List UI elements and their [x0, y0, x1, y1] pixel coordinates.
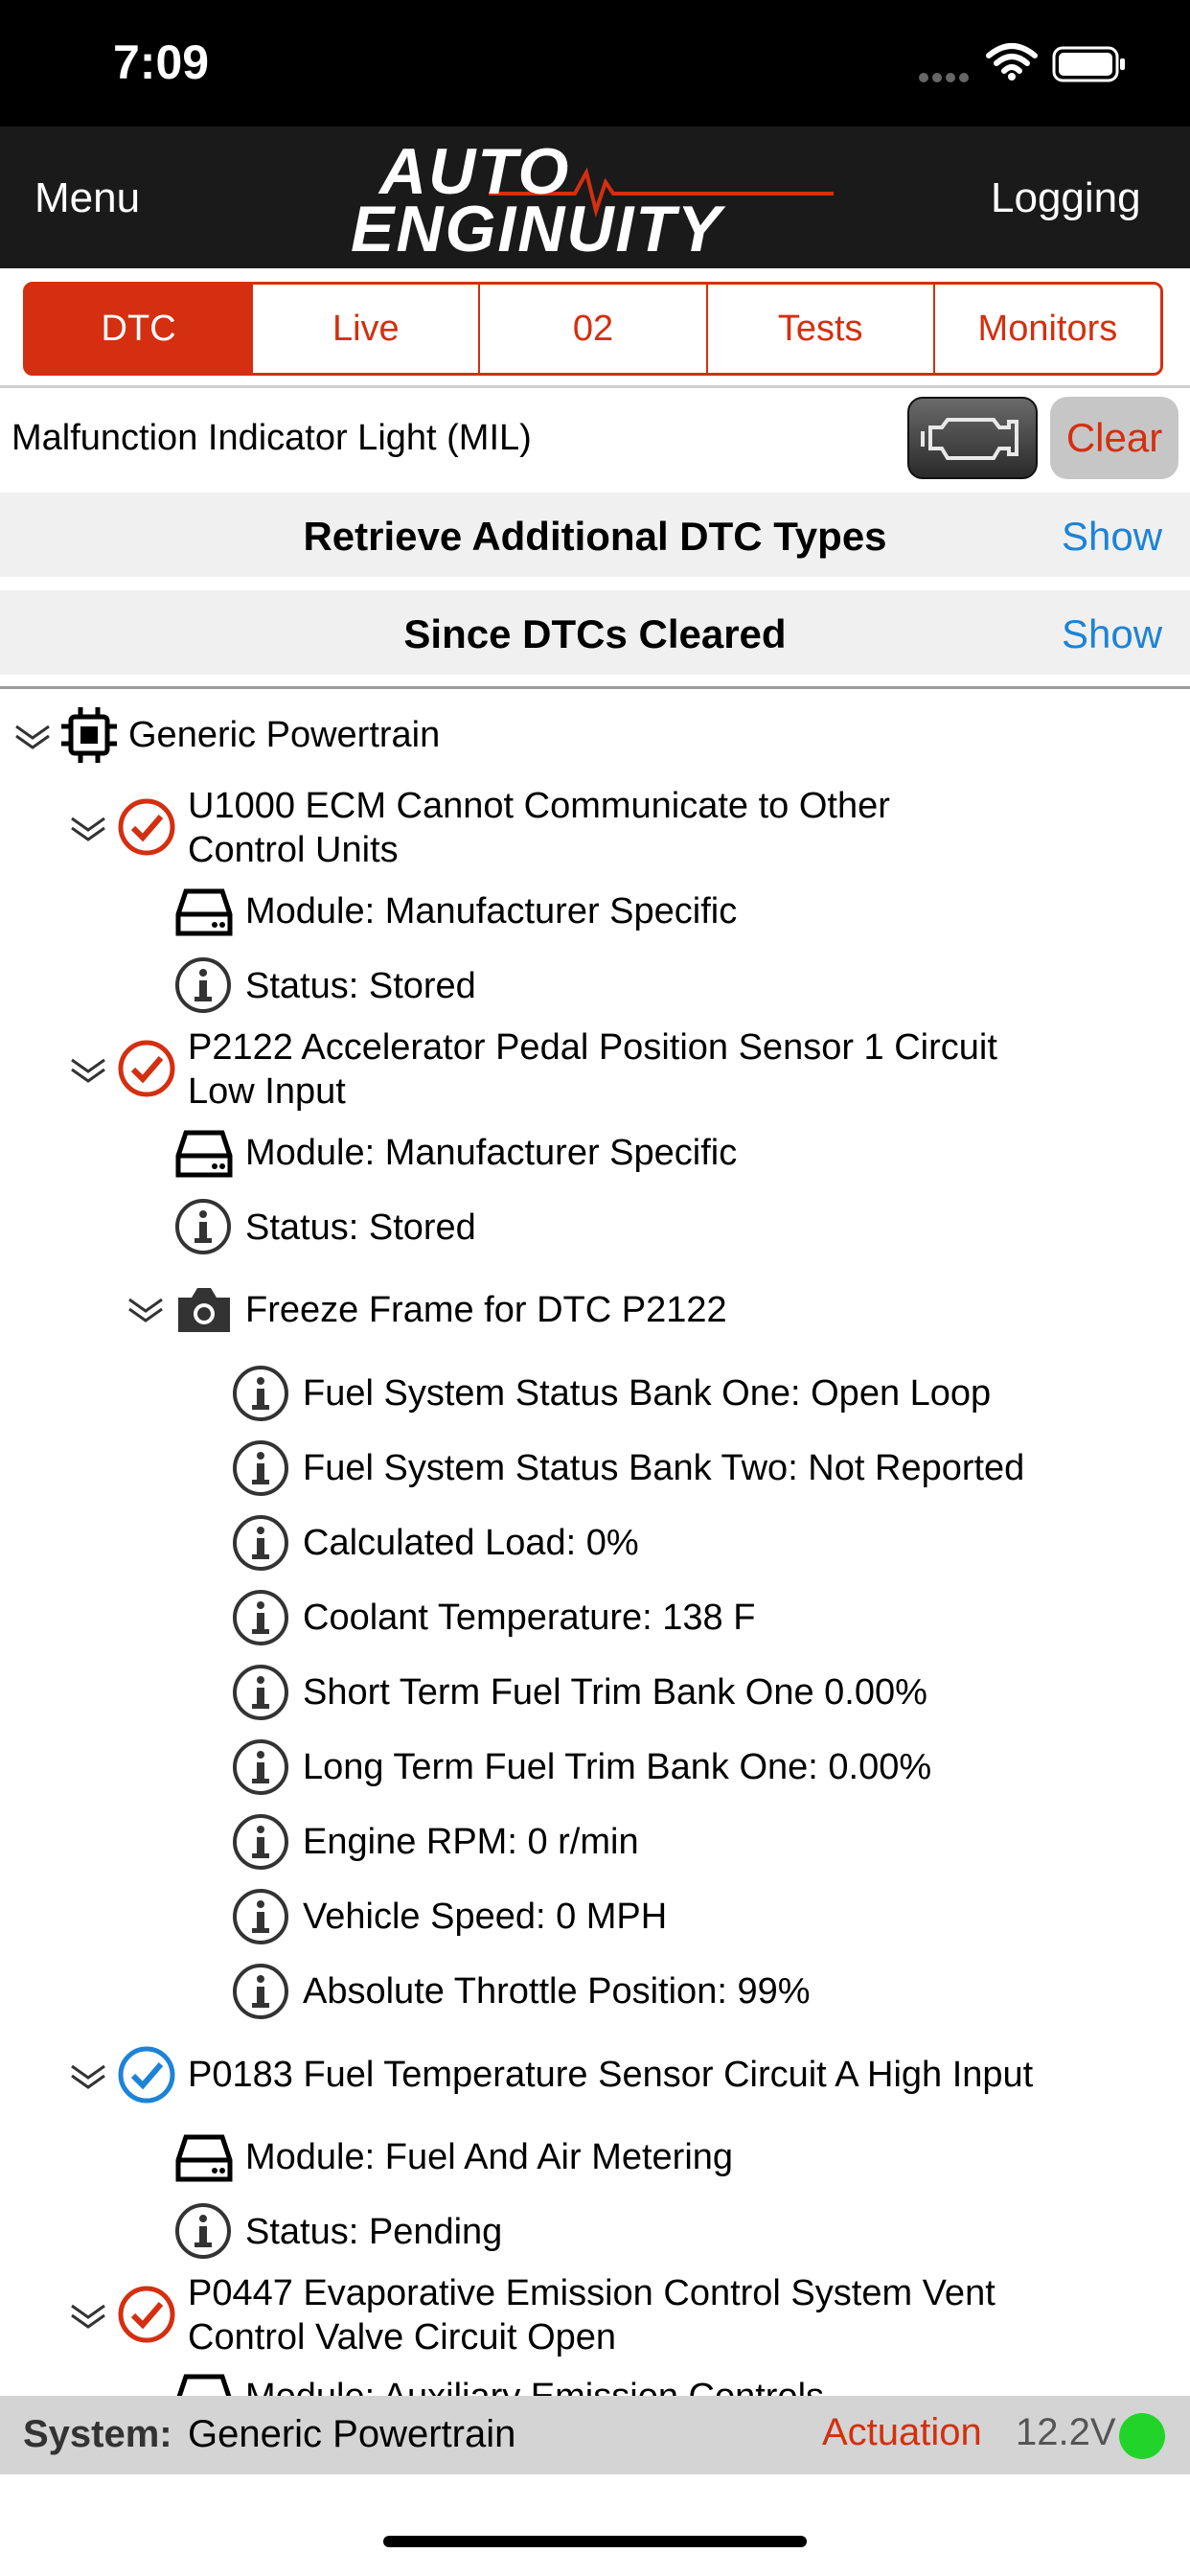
actuation-button[interactable]: Actuation [822, 2411, 982, 2453]
dtc-title-line1: P2122 Accelerator Pedal Position Sensor 1 Circuit [188, 1027, 997, 1068]
mil-label: Malfunction Indicator Light (MIL) [11, 418, 532, 458]
signal-dots-icon [918, 71, 975, 89]
dtc-check-icon [117, 2285, 176, 2349]
dtc-status: Status: Pending [245, 2212, 503, 2252]
battery-icon [1052, 46, 1129, 89]
retrieve-dtc-types-label: Retrieve Additional DTC Types [303, 514, 887, 559]
home-indicator[interactable] [383, 2536, 807, 2547]
tree-root-label[interactable]: Generic Powertrain [128, 715, 441, 755]
info-icon [232, 1963, 289, 2025]
camera-icon [174, 1284, 234, 1341]
freeze-frame-item: Absolute Throttle Position: 99% [303, 1971, 811, 2012]
nav-bar [0, 126, 1190, 268]
dtc-title-line1: P0183 Fuel Temperature Sensor Circuit A High Input [188, 2055, 1034, 2095]
dtc-status: Status: Stored [245, 966, 476, 1006]
dtc-title-line2: Control Units [188, 830, 399, 870]
chip-icon [59, 705, 119, 770]
chevron-down-icon[interactable] [69, 815, 107, 846]
freeze-frame-item: Vehicle Speed: 0 MPH [303, 1897, 668, 1937]
divider [0, 385, 1190, 388]
since-cleared-label: Since DTCs Cleared [403, 611, 787, 656]
info-icon [232, 1365, 289, 1427]
freeze-frame-item: Short Term Fuel Trim Bank One 0.00% [303, 1672, 927, 1713]
clipped-row [0, 2371, 1190, 2396]
menu-button[interactable]: Menu [34, 174, 141, 221]
info-icon [232, 1514, 289, 1576]
dtc-title-line2: Low Input [188, 1071, 346, 1112]
tab-o2[interactable]: 02 [478, 285, 705, 373]
dtc-title[interactable] [188, 2053, 1033, 2097]
info-icon [174, 2202, 232, 2265]
dtc-check-icon [117, 797, 176, 862]
dtc-module: Module: Manufacturer Specific [245, 1133, 738, 1173]
chevron-down-icon[interactable] [126, 1296, 165, 1327]
freeze-frame-item: Calculated Load: 0% [303, 1523, 639, 1563]
info-icon [232, 1439, 289, 1502]
tab-dtc[interactable]: DTC [26, 285, 251, 373]
dtc-module: Module: Fuel And Air Metering [245, 2137, 734, 2177]
clear-button[interactable]: Clear [1050, 397, 1179, 479]
logo-text-auto: AUTO [379, 135, 571, 208]
since-cleared-row[interactable] [0, 590, 1190, 675]
logo-text-enginuity: ENGINUITY [351, 193, 723, 265]
chevron-down-icon[interactable] [69, 2062, 107, 2094]
retrieve-show-button[interactable]: Show [1062, 514, 1163, 559]
retrieve-dtc-types-row[interactable] [0, 493, 1190, 577]
voltage-readout: 12.2V [1016, 2411, 1116, 2453]
freeze-frame-item: Engine RPM: 0 r/min [303, 1822, 639, 1862]
dtc-title-line1: P0447 Evaporative Emission Control System Vent [188, 2273, 995, 2313]
check-engine-icon [907, 397, 1038, 479]
dtc-pending-check-icon [117, 2045, 176, 2109]
module-icon [174, 2133, 234, 2188]
module-icon [174, 1129, 234, 1184]
tab-bar [23, 282, 1163, 376]
info-icon [232, 1589, 289, 1651]
dtc-check-icon [117, 1039, 176, 1103]
info-icon [174, 1198, 232, 1260]
info-icon [174, 956, 232, 1019]
logging-button[interactable]: Logging [991, 174, 1141, 221]
freeze-frame-item: Fuel System Status Bank Two: Not Reported [303, 1448, 1025, 1488]
dtc-title[interactable] [188, 2271, 995, 2359]
system-label: System: [23, 2413, 172, 2455]
info-icon [232, 1888, 289, 1950]
tab-monitors[interactable]: Monitors [933, 285, 1160, 373]
dtc-title-line2: Control Valve Circuit Open [188, 2317, 617, 2358]
tab-live[interactable]: Live [251, 285, 478, 373]
wifi-icon [987, 42, 1037, 85]
dtc-title[interactable] [188, 784, 890, 872]
info-icon [232, 1738, 289, 1801]
system-status-bar [0, 2396, 1190, 2474]
dtc-title-line1: U1000 ECM Cannot Communicate to Other [188, 786, 890, 826]
info-icon [232, 1813, 289, 1875]
divider [0, 686, 1190, 689]
chevron-down-icon[interactable] [69, 1056, 107, 1088]
app-logo [345, 134, 843, 264]
module-icon [174, 887, 234, 942]
status-time: 7:09 [113, 35, 210, 89]
info-icon [232, 1664, 289, 1726]
dtc-module: Module: Manufacturer Specific [245, 891, 738, 932]
since-cleared-show-button[interactable]: Show [1062, 611, 1163, 656]
freeze-frame-item: Coolant Temperature: 138 F [303, 1598, 756, 1638]
connection-indicator-icon [1119, 2413, 1165, 2459]
status-bar [0, 0, 1190, 126]
dtc-title[interactable] [188, 1025, 997, 1114]
chevron-down-icon[interactable] [13, 723, 52, 754]
chevron-down-icon[interactable] [69, 2302, 107, 2334]
tab-tests[interactable]: Tests [706, 285, 933, 373]
freeze-frame-item: Fuel System Status Bank One: Open Loop [303, 1373, 992, 1414]
system-value: Generic Powertrain [188, 2413, 516, 2455]
freeze-frame-item: Long Term Fuel Trim Bank One: 0.00% [303, 1747, 932, 1787]
dtc-status: Status: Stored [245, 1208, 476, 1248]
freeze-frame-title[interactable]: Freeze Frame for DTC P2122 [245, 1290, 727, 1330]
